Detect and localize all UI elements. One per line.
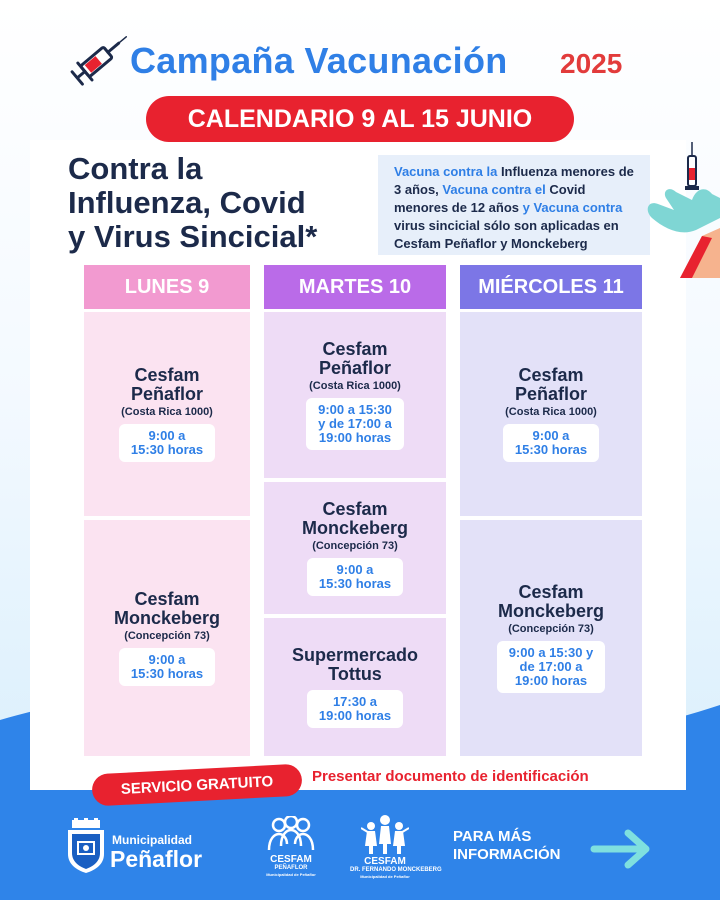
age-restriction-note: Vacuna contra la Influenza menores de 3 años, Vacuna contra el Covid menores de 12 años y Vacuna contra virus sincicial sólo son aplicadas en Cesfam Peñaflor y Monckeberg xyxy=(378,155,650,255)
more-info-label: PARA MÁS INFORMACIÓN xyxy=(453,828,561,863)
day-header-martes: MARTES 10 xyxy=(264,265,446,309)
location-name: Peñaflor xyxy=(130,384,204,404)
municipal-crest-icon xyxy=(66,818,106,874)
hours-box: 9:00 a 15:30 horas xyxy=(503,424,599,462)
location-name: Peñaflor xyxy=(514,384,588,404)
calendar-label: CALENDARIO 9 AL 15 JUNIO xyxy=(187,104,533,133)
location-name: Tottus xyxy=(328,664,382,684)
campaign-title: Campaña Vacunación xyxy=(130,40,508,81)
location-name: Cesfam xyxy=(322,339,388,359)
vaccine-heading-line-3: y Virus Sincicial* xyxy=(68,219,318,254)
location-address: (Concepción 73) xyxy=(124,630,210,642)
vaccine-heading-line-1: Contra la xyxy=(68,151,203,186)
location-name: Peñaflor xyxy=(318,358,392,378)
schedule-cell-martes-penaflor xyxy=(264,312,446,478)
syringe-icon xyxy=(66,26,136,90)
municipality-label: Municipalidad xyxy=(112,833,193,847)
location-address: (Costa Rica 1000) xyxy=(505,406,597,418)
location-address: (Costa Rica 1000) xyxy=(121,406,213,418)
schedule-cell-lunes-penaflor xyxy=(84,312,250,516)
location-name: Monckeberg xyxy=(301,518,409,538)
location-name: Cesfam xyxy=(518,365,584,385)
gloved-hand-icon xyxy=(622,138,720,278)
schedule-cell-lunes-monckeberg xyxy=(84,520,250,756)
hours-box: 9:00 a 15:30 horas xyxy=(119,424,215,462)
schedule-cell-martes-tottus xyxy=(264,618,446,756)
location-name: Cesfam xyxy=(134,589,200,609)
location-name: Supermercado xyxy=(291,645,419,665)
cesfam-penaflor-logo-icon xyxy=(265,816,317,852)
hours-box: 9:00 a 15:30 horas xyxy=(119,648,215,686)
hours-box: 9:00 a 15:30 horas xyxy=(307,558,403,596)
location-name: Cesfam xyxy=(134,365,200,385)
campaign-year: 2025 xyxy=(560,48,623,79)
schedule-cell-miercoles-monckeberg xyxy=(460,520,642,756)
location-name: Cesfam xyxy=(518,582,584,602)
day-header-lunes: LUNES 9 xyxy=(84,265,250,309)
calendar-badge xyxy=(146,96,574,142)
location-name: Monckeberg xyxy=(113,608,221,628)
location-address: (Concepción 73) xyxy=(508,623,594,635)
location-name: Cesfam xyxy=(322,499,388,519)
municipality-name: Peñaflor xyxy=(110,846,203,872)
vaccine-heading-line-2: Influenza, Covid xyxy=(68,185,306,220)
day-header-miercoles: MIÉRCOLES 11 xyxy=(460,265,642,309)
cesfam-monckeberg-logo-text: CESFAM DR. FERNANDO MONCKEBERG Municipalidad de Peñaflor xyxy=(350,856,442,879)
vaccine-heading xyxy=(68,152,378,254)
free-service-label: SERVICIO GRATUITO xyxy=(120,772,274,798)
hours-box: 9:00 a 15:30 y de 17:00 a 19:00 horas xyxy=(306,398,404,450)
location-name: Monckeberg xyxy=(497,601,605,621)
arrow-right-icon xyxy=(588,827,656,871)
location-address: (Costa Rica 1000) xyxy=(309,380,401,392)
hours-box: 9:00 a 15:30 y de 17:00 a 19:00 horas xyxy=(497,641,606,693)
cesfam-monckeberg-logo-icon xyxy=(361,814,409,854)
location-address: (Concepción 73) xyxy=(312,540,398,552)
schedule-cell-martes-monckeberg xyxy=(264,482,446,614)
hours-box: 17:30 a 19:00 horas xyxy=(307,690,403,728)
schedule-cell-miercoles-penaflor xyxy=(460,312,642,516)
cesfam-penaflor-logo-text: CESFAM PEÑAFLOR Municipalidad de Peñaflor xyxy=(266,854,316,877)
id-document-note: Presentar documento de identificación xyxy=(312,768,589,785)
